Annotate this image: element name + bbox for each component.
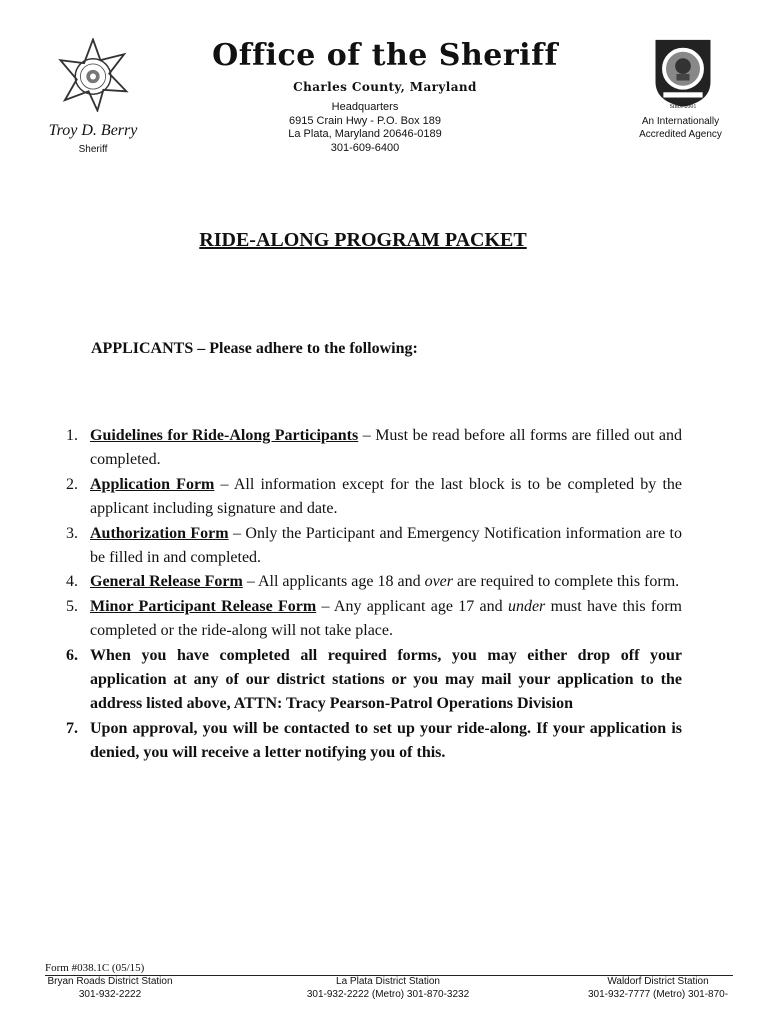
station-name: Bryan Roads District Station — [47, 976, 173, 987]
form-number: Form #038.1C (05/15) — [45, 962, 145, 974]
sheriff-title: Sheriff — [78, 144, 108, 155]
station-phone: 301-932-7777 (Metro) 301-870- — [587, 988, 729, 1000]
hq-city: La Plata, Maryland 20646-0189 — [288, 128, 442, 140]
hq-label: Headquarters — [331, 101, 399, 113]
hq-street: 6915 Crain Hwy - P.O. Box 189 — [288, 114, 442, 127]
item-text: – Any applicant age 17 and — [316, 597, 508, 615]
office-title: Office of the Sheriff — [212, 38, 558, 73]
item-text: – All applicants age 18 and — [242, 573, 425, 591]
accreditation-line-2: Accredited Agency — [639, 129, 722, 140]
item-label: Guidelines for Ride-Along Participants — [90, 427, 359, 444]
item-number: 2. — [66, 475, 78, 493]
item-label: General Release Form — [90, 573, 243, 591]
hq-phone: 301-609-6400 — [330, 141, 400, 154]
item-number: 1. — [66, 427, 78, 444]
seal-caption: Since 2001 — [669, 104, 697, 110]
item-number: 7. — [66, 719, 78, 737]
list-item — [62, 570, 682, 594]
item-text: – Only the Participant and Emergency Notification information are to be filled in and completed. — [90, 524, 682, 567]
item-text: – Must be read before all forms are filled out and completed. — [90, 427, 682, 469]
item-emphasis: under — [507, 597, 546, 615]
item-emphasis: over — [424, 573, 453, 591]
station-phone: 301-932-2222 (Metro) 301-870-3232 — [306, 988, 470, 1000]
item-text: are required to complete this form. — [453, 573, 680, 591]
item-text: must have this form completed or the ride-along will not take place. — [90, 597, 683, 640]
list-item — [62, 522, 682, 571]
document-title: RIDE-ALONG PROGRAM PACKET — [199, 229, 527, 251]
station-phone: 301-932-2222 — [78, 988, 142, 1000]
footer-station-waldorf — [562, 976, 754, 1001]
accreditation-line-1: An Internationally — [641, 116, 720, 127]
list-item — [62, 473, 682, 522]
footer-station-bryan-roads — [40, 976, 180, 1001]
instruction-list — [62, 424, 682, 766]
county-subtitle: Charles County, Maryland — [293, 80, 477, 94]
sheriff-name: Troy D. Berry — [48, 122, 138, 139]
list-item — [62, 424, 682, 473]
footer-station-la-plata — [295, 976, 481, 1001]
list-item — [62, 644, 682, 717]
item-number: 3. — [66, 524, 78, 542]
item-number: 5. — [66, 597, 78, 615]
item-label: Authorization Form — [90, 524, 229, 542]
item-number: 6. — [66, 646, 78, 664]
item-text: Upon approval, you will be contacted to set up your ride-along. If your application is denied, you will receive a letter notifying you of this. — [90, 719, 682, 762]
item-text: – All information except for the last block is to be completed by the applicant including signature and date. — [90, 475, 682, 518]
station-name: Waldorf District Station — [607, 976, 709, 987]
item-text: When you have completed all required forms, you may either drop off your application at any of our district stations or you may mail your application to the address listed above, ATTN: Tracy Pearson-Patrol Operations Division — [90, 646, 682, 713]
item-label: Application Form — [90, 475, 215, 493]
intro-heading: APPLICANTS – Please adhere to the following: — [91, 340, 418, 357]
item-number: 4. — [66, 573, 78, 591]
item-label: Minor Participant Release Form — [90, 597, 317, 615]
accreditation-text — [628, 115, 733, 141]
list-item — [62, 595, 682, 644]
list-item — [62, 717, 682, 766]
station-name: La Plata District Station — [336, 976, 440, 987]
